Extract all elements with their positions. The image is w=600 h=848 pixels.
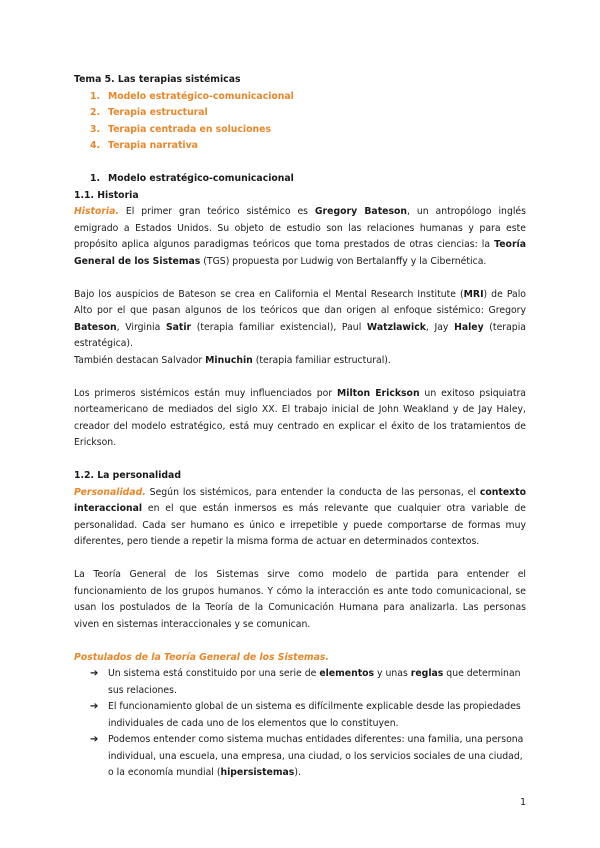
subsection-heading-personalidad: 1.2. La personalidad xyxy=(74,470,181,481)
subsection-heading-historia: 1.1. Historia xyxy=(74,189,139,201)
list-item: ➔ Un sistema está constituido por una serie de elementos y unas reglas que determinan sus relaciones. xyxy=(90,668,521,696)
arrow-bullet-icon: ➔ xyxy=(90,668,99,679)
postulados-list xyxy=(74,666,526,782)
toc-item: 4. Terapia narrativa xyxy=(90,140,198,151)
list-item: ➔ El funcionamiento global de un sistema es difícilmente explicable desde las propiedades individuales de cada uno de los elementos que lo constituyen. xyxy=(90,701,521,729)
arrow-bullet-icon: ➔ xyxy=(90,701,99,712)
paragraph-mri: Bajo los auspicios de Bateson se crea en California el Mental Research Institute (MRI) de Palo Alto por el que pasan algunos de los teóricos que dan origen al enfoque sistémico: Gregory Bateson, Virginia Satir (terapia familiar existencial), Paul Watzlawick, Jay Haley (terapia estratégica). xyxy=(74,288,526,349)
toc-item: 2. Terapia estructural xyxy=(90,107,208,118)
page-content xyxy=(74,72,526,782)
arrow-bullet-icon: ➔ xyxy=(90,734,99,745)
page-number: 1 xyxy=(520,797,526,808)
paragraph-personalidad: Personalidad. Según los sistémicos, para entender la conducta de las personas, el contexto interaccional en el que están inmersos es más relevante que cualquier otra variable de personalidad. Cada ser humano es único e irrepetible y puede comportarse de formas muy diferentes, pero tiende a repetir la misma forma de actuar en determinados contextos. xyxy=(74,486,526,547)
paragraph-minuchin: También destacan Salvador Minuchin (terapia familiar estructural). xyxy=(74,354,391,366)
table-of-contents xyxy=(74,89,526,155)
list-item: ➔ Podemos entender como sistema muchas entidades diferentes: una familia, una persona individual, una escuela, una empresa, una ciudad, o los servicios sociales de una ciudad, o la economía mundial (hipersistemas). xyxy=(90,734,524,778)
toc-item: 1. Modelo estratégico-comunicacional xyxy=(90,90,294,102)
paragraph-tgs: La Teoría General de los Sistemas sirve como modelo de partida para entender el funcionamiento de los grupos humanos. Y cómo la interacción es ante todo comunicacional, se usan los postulados de la Teoría de la Comunicación Humana para analizarla. Las personas viven en sistemas interaccionales y se comunican. xyxy=(74,569,526,630)
page-title: Tema 5. Las terapias sistémicas xyxy=(74,74,241,85)
paragraph-historia: Historia. El primer gran teórico sistémico es Gregory Bateson, un antropólogo inglés emigrado a Estados Unidos. Su objeto de estudio son las relaciones humanas y para este propósito aplica algunos paradigmas teóricos que toma prestados de otras ciencias: la Teoría General de los Sistemas (TGS) propuesta por Ludwig von Bertalanffy y la Cibernética. xyxy=(74,206,526,267)
section-heading: 1. Modelo estratégico-comunicacional xyxy=(90,173,294,184)
toc-item: 3. Terapia centrada en soluciones xyxy=(90,123,271,135)
paragraph-erickson: Los primeros sistémicos están muy influenciados por Milton Erickson un exitoso psiquiatra norteamericano de mediados del siglo XX. El trabajo inicial de John Weakland y de Jay Haley, creador del modelo estratégico, está muy centrado en explicar el éxito de los tratamientos de Erickson. xyxy=(74,387,526,448)
postulados-heading: Postulados de la Teoría General de los Sistemas. xyxy=(74,651,329,663)
